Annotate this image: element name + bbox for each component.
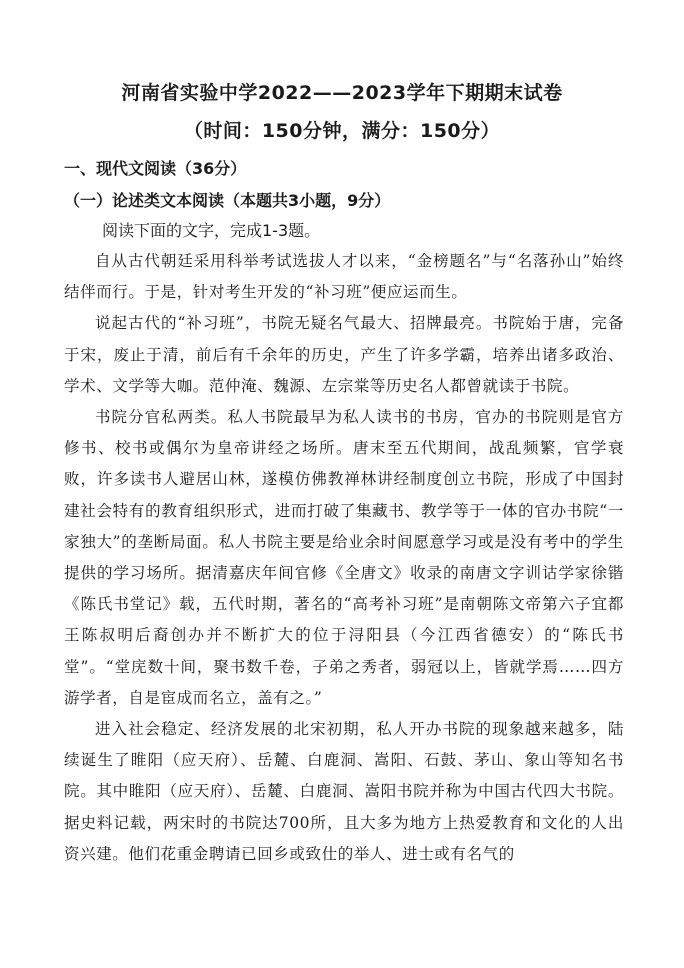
subsection-heading: （一）论述类文本阅读（本题共3小题，9分） xyxy=(64,191,391,210)
section-heading: 一、现代文阅读（36分） xyxy=(64,159,247,178)
passage-paragraph: 自从古代朝廷采用科举考试选拔人才以来，“金榜题名”与“名落孙山”始终结伴而行。于是，针对考生开发的“补习班”便应运而生。 xyxy=(64,252,624,302)
passage-paragraph: 进入社会稳定、经济发展的北宋初期，私人开办书院的现象越来越多，陆续诞生了睢阳（应天府）、岳麓、白鹿洞、嵩阳、石鼓、茅山、象山等知名书院。其中睢阳（应天府）、岳麓、白鹿洞、嵩阳书院并称为中国古代四大书院。据史料记载，两宋时的书院达700所，且大多为地方上热爱教育和文化的人出资兴建。他们花重金聘请已回乡或致仕的举人、进士或有名气的 xyxy=(64,720,624,863)
exam-subtitle: （时间：150分钟，满分：150分） xyxy=(183,120,501,142)
passage-paragraph: 说起古代的“补习班”，书院无疑名气最大、招牌最亮。书院始于唐，完备于宋，废止于清，前后有千余年的历史，产生了许多学霸，培养出诸多政治、学术、文学等大咖。范仲淹、魏源、左宗棠等历史名人都曾就读于书院。 xyxy=(64,314,624,395)
passage-paragraph: 书院分官私两类。私人书院最早为私人读书的书房，官办的书院则是官方修书、校书或偶尔为皇帝讲经之场所。唐末至五代期间，战乱频繁，官学衰败，许多读书人避居山林，遂模仿佛教禅林讲经制度创立书院，形成了中国封建社会特有的教育组织形式，进而打破了集藏书、教学等于一体的官办书院“一家独大”的垄断局面。私人书院主要是给业余时间愿意学习或是没有考中的学生提供的学习场所。据清嘉庆年间官修《全唐文》收录的南唐文字训诂学家徐锴《陈氏书堂记》载，五代时期，著名的“高考补习班”是南朝陈文帝第六子宜都王陈叔明后裔创办并不断扩大的位于浔阳县（今江西省德安）的“陈氏书堂”。“堂庑数十间，聚书数千卷，子弟之秀者，弱冠以上，皆就学焉……四方游学者，自是宦成而名立，盖有之。” xyxy=(64,408,624,707)
passage-body xyxy=(64,246,624,870)
exam-title: 河南省实验中学2022——2023学年下期期末试卷 xyxy=(121,82,563,104)
reading-instruction: 阅读下面的文字，完成1-3题。 xyxy=(102,221,321,240)
